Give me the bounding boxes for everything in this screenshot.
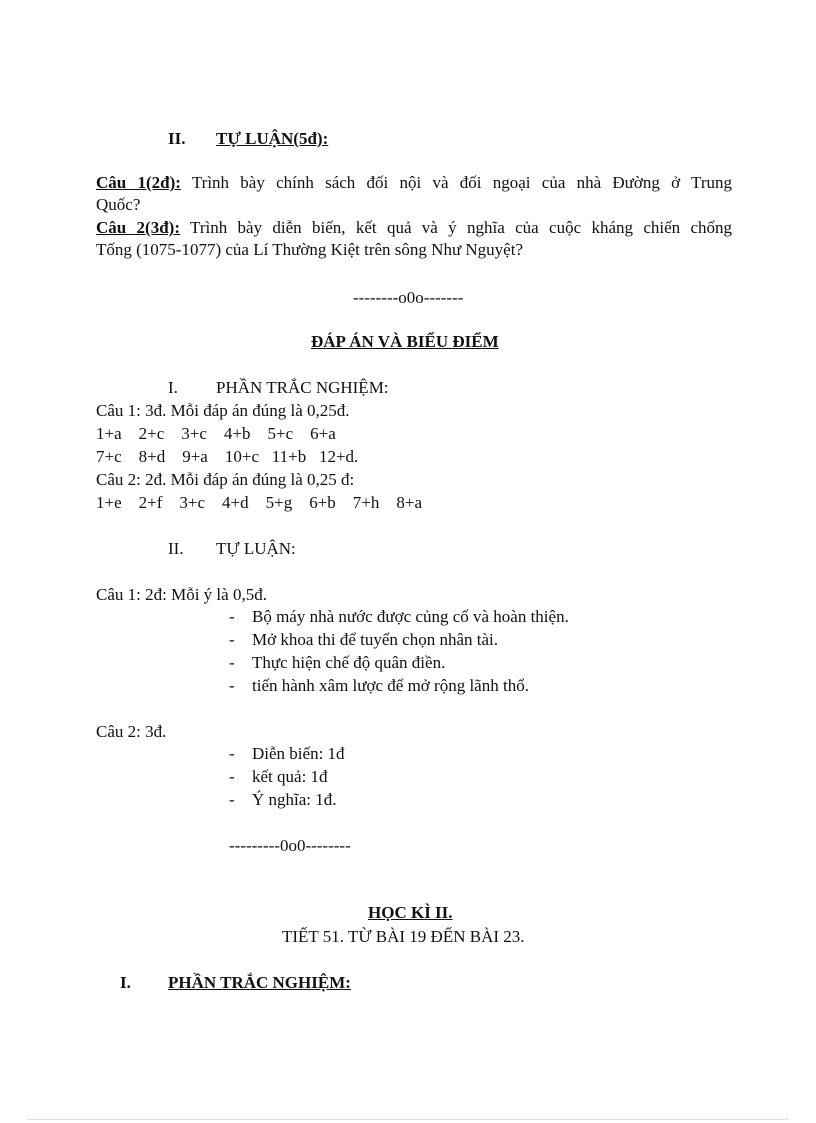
answer-q1-heading: Câu 1: 2đ: Mỗi ý là 0,5đ.: [96, 585, 267, 604]
separator: --------o0o-------: [353, 288, 464, 307]
question-2: [96, 217, 732, 261]
list-item-text: Thực hiện chế độ quân điền.: [252, 653, 446, 672]
list-item: [229, 675, 529, 697]
question-1-label: Câu 1(2đ):: [96, 173, 181, 192]
answer-part2-title: TỰ LUẬN:: [216, 539, 296, 558]
question-1-text: Trình bày chính sách đối nội và đối ngoại của nhà Đường ở Trung: [191, 173, 733, 192]
question-1-text-cont: Quốc?: [96, 195, 141, 214]
answer-part1-line: Câu 1: 3đ. Mỗi đáp án đúng là 0,25đ.: [96, 401, 350, 420]
list-item-text: Ý nghĩa: 1đ.: [252, 790, 337, 809]
separator: ---------0o0--------: [229, 836, 351, 855]
part2-title: TỰ LUẬN(5đ):: [216, 129, 329, 148]
next-part-number: I.: [120, 973, 131, 992]
bullet: -: [229, 676, 235, 695]
answer-part1-title: PHẦN TRẮC NGHIỆM:: [216, 378, 389, 397]
list-item-text: Diễn biến: 1đ: [252, 744, 345, 763]
answer-part1-line: 1+a 2+c 3+c 4+b 5+c 6+a: [96, 424, 336, 443]
semester-heading: HỌC KÌ II.: [368, 903, 453, 922]
list-item: [229, 766, 328, 788]
bullet: -: [229, 653, 235, 672]
bullet: -: [229, 630, 235, 649]
answer-part1-line: 7+c 8+d 9+a 10+c 11+b 12+d.: [96, 447, 359, 466]
list-item-text: tiến hành xâm lược để mở rộng lãnh thổ.: [252, 676, 529, 695]
list-item-text: Bộ máy nhà nước được củng cố và hoàn thiện.: [252, 607, 569, 626]
list-item-text: Mở khoa thi để tuyển chọn nhân tài.: [252, 630, 498, 649]
answer-part1-line: Câu 2: 2đ. Mỗi đáp án đúng là 0,25 đ:: [96, 470, 355, 489]
question-2-text-cont: Tống (1075-1077) của Lí Thường Kiệt trên sông Như Nguyệt?: [96, 240, 523, 259]
list-item: [229, 606, 569, 628]
list-item: [229, 629, 498, 651]
part2-number: II.: [168, 129, 186, 148]
answer-part2-number: II.: [168, 539, 184, 558]
answer-part1-line: 1+e 2+f 3+c 4+d 5+g 6+b 7+h 8+a: [96, 493, 422, 512]
answer-part1-number: I.: [168, 378, 178, 397]
bullet: -: [229, 767, 235, 786]
lesson-heading: TIẾT 51. TỪ BÀI 19 ĐẾN BÀI 23.: [282, 927, 525, 946]
bullet: -: [229, 790, 235, 809]
answer-title: ĐÁP ÁN VÀ BIỂU ĐIỂM: [311, 332, 499, 351]
page-bottom-border: [28, 1119, 788, 1120]
question-2-label: Câu 2(3đ):: [96, 218, 180, 237]
list-item: [229, 789, 337, 811]
bullet: -: [229, 744, 235, 763]
bullet: -: [229, 607, 235, 626]
list-item-text: kết quả: 1đ: [252, 767, 328, 786]
list-item: [229, 743, 345, 765]
question-2-text: Trình bày diễn biến, kết quả và ý nghĩa của cuộc kháng chiến chống: [190, 218, 733, 237]
list-item: [229, 652, 446, 674]
answer-q2-heading: Câu 2: 3đ.: [96, 722, 167, 741]
next-part-title: PHẦN TRẮC NGHIỆM:: [168, 973, 351, 992]
question-1: [96, 172, 732, 216]
